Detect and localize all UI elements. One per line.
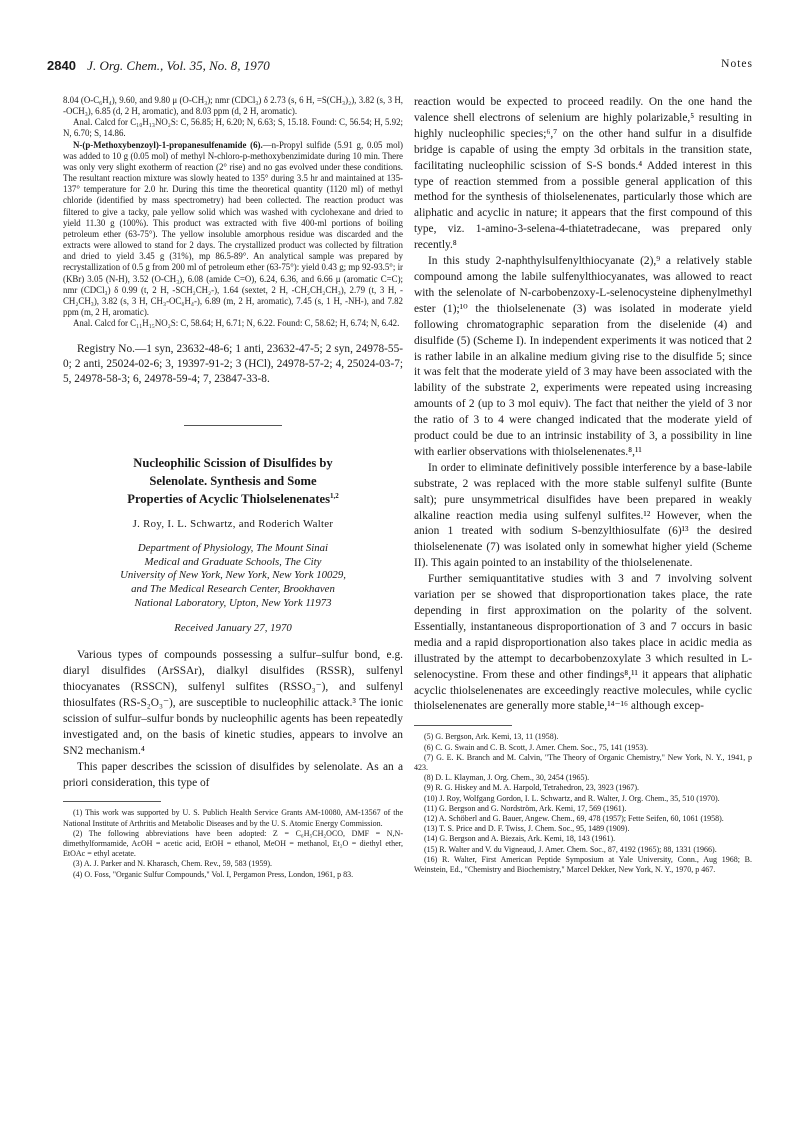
footnote-11: (11) G. Bergson and G. Nordström, Ark. Kemi, 17, 569 (1961). [424, 803, 627, 813]
footnote-2: (2) The following abbreviations have been adopted: Z = C₆H₅CH₂OCO, DMF = N,N-dimethylformamide, AcOH = acetic acid, EtOH = ethanol, MeOH = methanol, Et₂O = diethyl ether, EtOAc = ethyl acetate. [63, 828, 403, 859]
running-header [47, 58, 753, 76]
footnote-10: (10) J. Roy, Wolfgang Gordon, I. L. Schwartz, and R. Walter, J. Org. Chem., 35, 510 (1970). [424, 793, 720, 803]
page-number: 2840 [47, 58, 76, 73]
journal-citation: J. Org. Chem., Vol. 35, No. 8, 1970 [87, 58, 270, 73]
affiliation-line-5: National Laboratory, Upton, New York 11973 [134, 596, 332, 609]
experimental-text-2: —n-Propyl sulfide (5.91 g, 0.05 mol) was added to 10 g (0.05 mol) of methyl N-chloro-p-methoxybenzimidate during 10 min. There was only very slight exotherm of reaction (2° rise) and no gas evolved under these conditions. The resultant reaction mixture was slowly heated to 135° during 3.5 hr and maintained at 135-137° temperature for 2.0 hr. During this time the theoretical quantity (1120 ml) of methyl chloride (identified by mass spectrometry) had been collected. The reaction product was filtered to give a tacky, pale yellow solid which was washed with cyclohexane and dried to yield 11.30 g (100%). This product was extracted with five 400-ml portions of boiling petroleum ether (63-75°). The yellow insoluble amorphous residue was discarded and the extracts were allowed to stand for 2 days. The crystallized product was collected by filtration and dried to yield 3.45 g (31%), mp 86.5-89°. An analytical sample was prepared by recrystallization of 0.5 g from 200 ml of petroleum ether (63-75°): yield 0.43 g; mp 92-93.5°; ir (KBr) 3.05 (N-H), 3.52 (O-CH₃), 6.08 (amide C=O), 6.24, 6.36, and 6.66 μ (aromatic C=C); nmr (CDCl₃) δ 0.99 (t, 2 H, -SCH₂CH₂-), 1.64 (sextet, 2 H, -CH₂CH₂CH₃), 2.79 (t, 3 H, -CH₂CH₃), 3.82 (s, 3 H, CH₃-OC₆H₄-), 6.89 (m, 2 H, aromatic), 7.45 (s, 1 H, -NH-), and 7.82 ppm (m, 2 H, aromatic). [63, 139, 403, 317]
title-line-1: Nucleophilic Scission of Disulfides by [133, 456, 333, 471]
experimental-section [63, 95, 403, 329]
affiliation-line-1: Department of Physiology, The Mount Sinai [137, 542, 329, 555]
affiliation-line-2: Medical and Graduate Schools, The City [144, 555, 322, 568]
footnote-divider [63, 801, 161, 802]
footnote-12: (12) A. Schöberl and G. Bauer, Angew. Chem., 69, 478 (1957); Fette Seifen, 60, 1061 (1958). [424, 813, 724, 823]
experimental-text-1: 8.04 (O-C₆H₄), 9.60, and 9.80 μ (O-CH₃); nmr (CDCl₃) δ 2.73 (s, 6 H, =S(CH₃)₂), 3.82 (s, 3 H, -OCH₃), 6.85 (d, 2 H, aromatic), and 8.03 ppm (d, 2 H, aromatic). [63, 95, 403, 117]
intro-paragraph-2: This paper describes the scission of disulfides by selenolate. As an a priori consideration, this type of [63, 760, 403, 789]
intro-paragraph-1: Various types of compounds possessing a sulfur–sulfur bond, e.g. diaryl disulfides (ArSSAr), dialkyl disulfides (RSSR), sulfenyl thiocyanates (RSSCN), sulfenyl sulfites (RSSO₃⁻), and sulfenyl thiosulfates (RS-S₂O₃⁻), are susceptible to nucleophilic attack.³ The ionic scission of sulfur–sulfur bonds by nucleophilic agents has been repeatedly investigated and, on the basis of kinetic studies, appears to involve an SN2 mechanism.⁴ [63, 649, 403, 757]
footnote-1: (1) This work was supported by U. S. Publich Health Service Grants AM-10080, AM-13567 of the National Institute of Arthritis and Metabolic Diseases and by the U. S. Atomic Energy Commission. [63, 808, 403, 828]
footnote-4: (4) O. Foss, "Organic Sulfur Compounds," Vol. I, Pergamon Press, London, 1961, p 83. [73, 869, 354, 879]
article-body [414, 95, 752, 715]
footnote-9: (9) R. G. Hiskey and M. A. Harpold, Tetrahedron, 23, 3923 (1967). [424, 783, 640, 793]
title-line-3-text: Properties of Acyclic Thiolselenenates [127, 492, 330, 507]
title-line-2: Selenolate. Synthesis and Some [149, 474, 317, 489]
body-paragraph-3: In order to eliminate definitively possible interference by a base-labile substrate, 2 was replaced with the more stable sulfenyl sulfite (Bunte salt); pure unsymmetrical disulfides have been prepared in weakly alkaline reaction media using sulfenyl sulfites.¹² However, when the anion 1 treated with sodium S-benzylthiosulfate (6)¹³ the desired thiolselenenate (7) was isolated only in somewhat higher yield (Scheme II). This again pointed to an instability of the thiolselenenate. [414, 461, 752, 570]
body-paragraph-1: reaction would be expected to proceed readily. On the one hand the valence shell electrons of selenium are highly polarizable,⁵ resulting in highly nucleophilic species;⁶,⁷ on the other hand sulfur in a disulfide bridge is capable of using the empty 3d orbitals in the transition state, facilitating nucleophilic scission of S-S bonds.⁴ Added interest in this type of reaction stemmed from a possible general application of this method for the synthesis of thiolselenenates, particularly those which are aliphatic and acyclic in nature; it appears that the first compound of this type, viz. 1-amino-3-selena-4-thiatetradecane, was prepared only recently.⁸ [414, 96, 752, 252]
received-date: Received January 27, 1970 [174, 622, 292, 635]
body-paragraph-2: In this study 2-naphthylsulfenylthiocyanate (2),⁹ a relatively stable compound among the labile sulfenylthiocyanates, was allowed to react with the selenolate of N-carbobenzoxy-L-selenocysteine diphenylmethyl ester (1);¹⁰ the thiolselenenate (3) was isolated in moderate yield following chromatographic separation from the diselenide (4) and disulfide (5) (Scheme I). In independent experiments it was noticed that 2 is rather labile in an alkaline medium giving rise to the disulfide 5; since it was felt that the moderate yield of 3 may have been associated with the lability of the substrate 2, experiments were repeated using increasing amounts of 2 (up to 3 mol equiv). The fact that neither the yield of 3 nor the ratio of 3 to 4 were changed indicated that the moderate yield of product could be due to an intrinsic instability of 3, a possibility in line with earlier observations with thiolselenenates.⁸,¹¹ [414, 255, 752, 458]
affiliation-line-3: University of New York, New York, New York 10029, [120, 569, 346, 582]
authors: J. Roy, I. L. Schwartz, and Roderich Walter [132, 518, 334, 531]
affiliation-line-4: and The Medical Research Center, Brookhaven [131, 583, 335, 596]
footnote-6: (6) C. G. Swain and C. B. Scott, J. Amer. Chem. Soc., 75, 141 (1953). [424, 742, 648, 752]
section-name: Notes [721, 58, 753, 70]
footnotes-right [414, 732, 752, 875]
footnote-16: (16) R. Walter, First American Peptide Symposium at Yale University, Conn., Aug 1968; B. Weinstein, Ed., "Chemistry and Biochemistry," Marcel Dekker, New York, N. Y., 1970, p 467. [414, 854, 752, 874]
footnote-13: (13) T. S. Price and D. F. Twiss, J. Chem. Soc., 95, 1489 (1909). [424, 824, 630, 834]
body-paragraph-4: Further semiquantitative studies with 3 and 7 involving solvent variation per se showed that disproportionation takes place, the rate depending in first approximation on the polarity of the solvent. Essentially, instantaneous disproportionation of 3 and 7 occurs in basic media and a rapid disproportionation also takes place in acidic media as illustrated by the attempt to decarbobenzoxylate 3 which resulted in L-selenocystine. From these and other findings⁸,¹¹ it appears that aliphatic acyclic thiolselenenates are exceedingly reactive molecules, while cyclic thiolselenenates are generally more stable,¹⁴⁻¹⁶ although excep- [414, 573, 752, 713]
footnotes-left [63, 808, 403, 879]
right-column [414, 95, 752, 875]
affiliation [63, 542, 403, 610]
analysis-1: Anal. Calcd for C₁₀H₁₃NO₂S: C, 56.85; H, 6.20; N, 6.63; S, 15.18. Found: C, 56.54; H, 5.92; N, 6.70; S, 14.86. [63, 117, 403, 139]
footnote-7: (7) G. E. K. Branch and M. Calvin, "The Theory of Organic Chemistry," New York, N. Y., 1941, p 423. [414, 752, 752, 772]
compound-heading: N-(p-Methoxybenzoyl)-1-propanesulfenamide (6). [73, 139, 263, 150]
section-divider [184, 425, 282, 426]
left-column [63, 95, 403, 880]
analysis-2: Anal. Calcd for C₁₁H₁₅NO₂S: C, 58.64; H, 6.71; N, 6.22. Found: C, 58.62; H, 6.74; N, 6.42. [73, 318, 400, 329]
article-title [63, 454, 403, 508]
registry-numbers: Registry No.—1 syn, 23632-48-6; 1 anti, 23632-47-5; 2 syn, 24978-55-0; 2 anti, 25024-02-6; 3, 19397-91-2; 3 (HCl), 24978-57-2; 4, 25024-03-7; 5, 24978-58-3; 6, 24978-59-4; 7, 23847-33-8. [63, 343, 403, 386]
footnote-14: (14) G. Bergson and A. Biezais, Ark. Kemi, 18, 143 (1961). [424, 834, 616, 844]
experimental-paragraph-2 [63, 140, 403, 319]
title-line-3 [63, 490, 403, 508]
footnote-3: (3) A. J. Parker and N. Kharasch, Chem. Rev., 59, 583 (1959). [73, 859, 272, 869]
article-intro [63, 648, 403, 791]
title-footnote-ref: 1,2 [330, 492, 339, 501]
footnote-8: (8) D. L. Klayman, J. Org. Chem., 30, 2454 (1965). [424, 773, 590, 783]
footnote-5: (5) G. Bergson, Ark. Kemi, 13, 11 (1958). [424, 732, 559, 742]
footnote-15: (15) R. Walter and V. du Vigneaud, J. Amer. Chem. Soc., 87, 4192 (1965); 88, 1331 (1966). [424, 844, 717, 854]
footnote-divider-right [414, 725, 512, 726]
